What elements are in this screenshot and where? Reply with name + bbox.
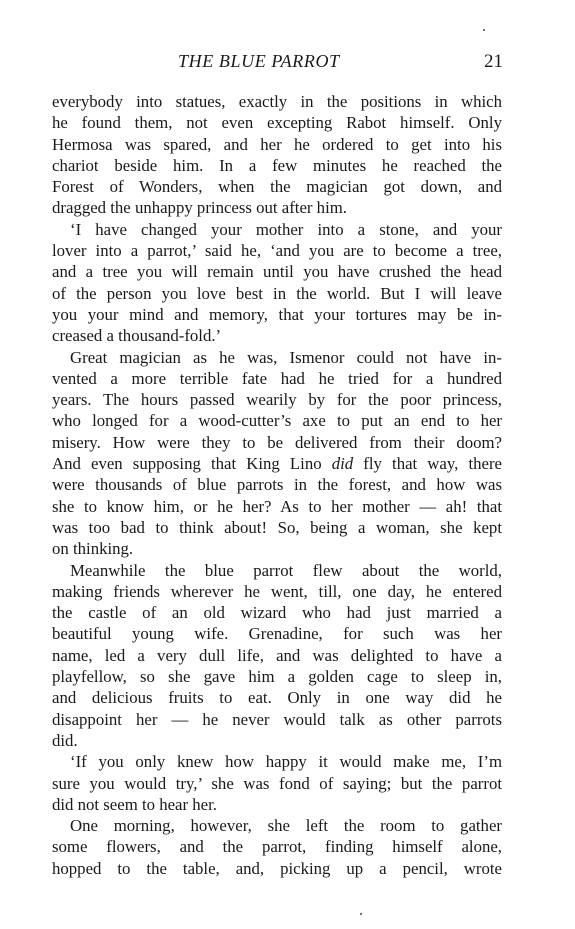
- paragraph-6: [52, 815, 502, 879]
- text-line: chariot beside him. In a few minutes he reached the: [52, 155, 502, 175]
- paragraph-1: [52, 91, 502, 219]
- text-line: dragged the unhappy princess out after him.: [52, 198, 347, 218]
- text-line: beautiful young wife. Grenadine, for such was her: [52, 624, 502, 644]
- text-line: And even supposing that King Lino did fly that way, there: [52, 454, 503, 474]
- text-line: misery. How were they to be delivered from their doom?: [52, 432, 502, 452]
- text-line: playfellow, so she gave him a golden cage to sleep in,: [52, 667, 502, 687]
- text-line: Hermosa was spared, and her he ordered to get into his: [52, 134, 502, 154]
- text-line: vented a more terrible fate had he tried for a hundred: [52, 368, 502, 388]
- text-line: were thousands of blue parrots in the forest, and how was: [52, 475, 502, 495]
- running-head-title: THE BLUE PARROT: [178, 51, 340, 71]
- text-line: did.: [52, 730, 78, 750]
- text-line: creased a thousand-fold.’: [52, 326, 222, 346]
- body-text: [52, 91, 502, 879]
- scan-speck: [483, 29, 485, 31]
- text-line: sure you would try,’ she was fond of saying; but the parrot: [52, 773, 502, 793]
- text-line: who longed for a wood-cutter’s axe to put an end to her: [52, 411, 502, 431]
- text-line: lover into a parrot,’ said he, ‘and you are to become a tree,: [52, 241, 502, 261]
- text-line: and delicious fruits to eat. Only in one way did he: [52, 688, 502, 708]
- text-line: some flowers, and the parrot, finding himself alone,: [52, 837, 502, 857]
- text-line: you your mind and memory, that your tortures may be in-: [52, 304, 502, 324]
- text-line: making friends wherever he went, till, one day, he entered: [52, 581, 502, 601]
- text-line: was too bad to think about! So, being a woman, she kept: [52, 517, 502, 537]
- text-line: name, led a very dull life, and was delighted to have a: [52, 645, 502, 665]
- text-line: Great magician as he was, Ismenor could not have in-: [70, 347, 502, 367]
- paragraph-3: [52, 347, 502, 560]
- text-line: hopped to the table, and, picking up a pencil, wrote: [52, 858, 502, 878]
- text-line: years. The hours passed wearily by for the poor princess,: [52, 390, 502, 410]
- text-line: and a tree you will remain until you have crushed the head: [52, 262, 502, 282]
- text-line: she to know him, or he her? As to her mother — ah! that: [52, 496, 502, 516]
- page-number: 21: [484, 51, 503, 72]
- scan-speck: [360, 913, 362, 915]
- paragraph-4: [52, 560, 502, 752]
- text-line: on thinking.: [52, 539, 134, 559]
- text-line: everybody into statues, exactly in the positions in which: [52, 92, 502, 111]
- text-line: did not seem to hear her.: [52, 794, 217, 814]
- paragraph-5: [52, 751, 502, 815]
- text-line: disappoint her — he never would talk as other parrots: [52, 709, 502, 729]
- emphasis: did: [331, 454, 354, 474]
- text-line: of the person you love best in the world. But I will leave: [52, 283, 502, 303]
- text-line: ‘I have changed your mother into a stone, and your: [70, 219, 502, 239]
- text-line: Forest of Wonders, when the magician got down, and: [52, 177, 502, 197]
- text-line: One morning, however, she left the room to gather: [70, 816, 502, 836]
- text-line: Meanwhile the blue parrot flew about the world,: [70, 560, 502, 580]
- running-head: [52, 51, 503, 75]
- text-line: ‘If you only knew how happy it would make me, I’m: [70, 752, 502, 772]
- text-line: he found them, not even excepting Rabot himself. Only: [52, 113, 502, 133]
- text-line: the castle of an old wizard who had just married a: [52, 603, 502, 623]
- paragraph-2: [52, 219, 502, 347]
